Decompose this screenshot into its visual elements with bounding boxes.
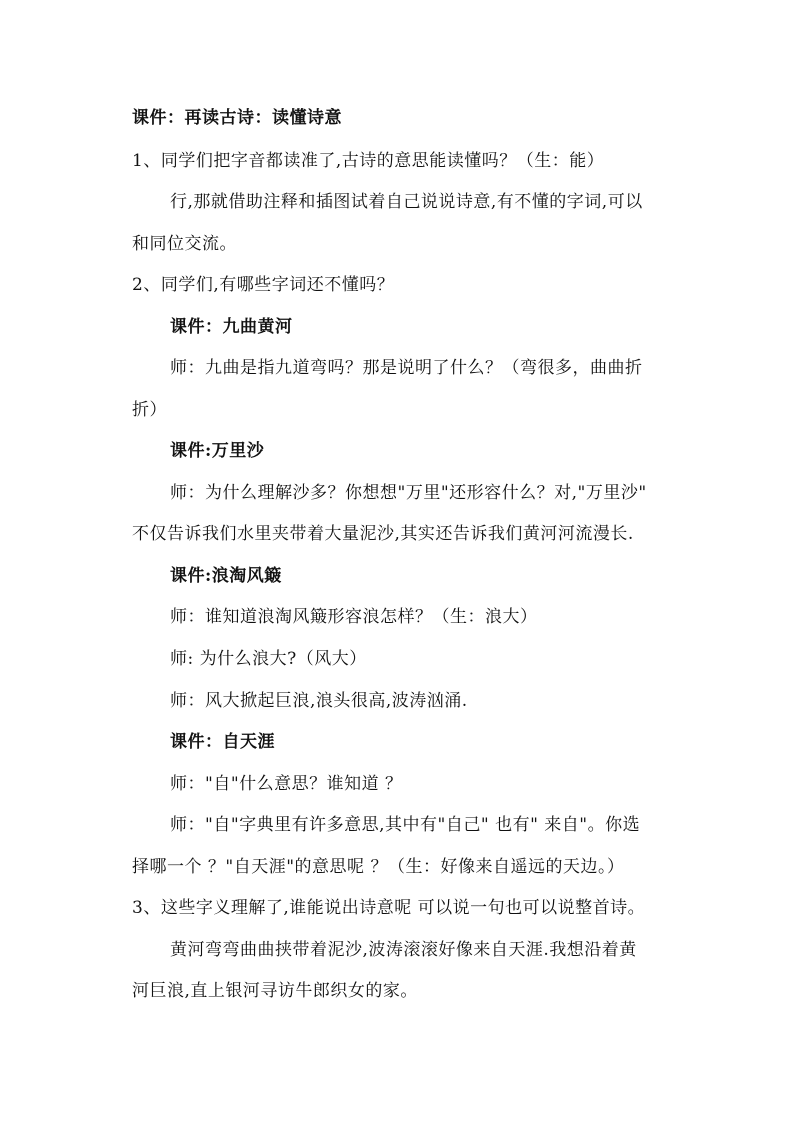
heading-jiuqu-huanghe: 课件：九曲黄河 (170, 317, 293, 337)
teacher-line-jiuqu-2: 折） (132, 400, 167, 420)
question-3: 3、这些字义理解了,谁能说出诗意呢 可以说一句也可以说整首诗。 (132, 898, 646, 918)
heading-zi-tianya: 课件：自天涯 (170, 732, 275, 752)
heading-wanlisha: 课件:万里沙 (170, 441, 265, 461)
teacher-question-langtao: 师：谁知道浪淘风簸形容浪怎样？（生：浪大） (170, 607, 538, 627)
question-1: 1、同学们把字音都读准了,古诗的意思能读懂吗？（生：能） (132, 151, 605, 171)
teacher-line-wanlisha-1: 师：为什么理解沙多？你想想"万里"还形容什么？对,"万里沙" (170, 483, 647, 503)
heading-langtao-fengbo: 课件:浪淘风簸 (170, 566, 282, 586)
heading-reread-poem: 课件：再读古诗：读懂诗意 (132, 108, 342, 128)
teacher-question-why-big-waves: 师: 为什么浪大?（风大） (170, 649, 367, 669)
poem-meaning-line-2: 河巨浪,直上银河寻访牛郎织女的家。 (132, 981, 418, 1001)
instruction-paragraph-line-1: 行,那就借助注释和插图试着自己说说诗意,有不懂的字词,可以 (170, 192, 643, 212)
poem-meaning-line-1: 黄河弯弯曲曲挟带着泥沙,波涛滚滚好像来自天涯.我想沿着黄 (170, 940, 637, 960)
teacher-explanation-waves: 师：风大掀起巨浪,浪头很高,波涛汹涌. (170, 691, 468, 711)
instruction-paragraph-line-2: 和同位交流。 (132, 234, 237, 254)
teacher-line-jiuqu-1: 师：九曲是指九道弯吗？那是说明了什么？（弯很多，曲曲折 (170, 358, 643, 378)
teacher-line-zi-2: 择哪一个 ？"自天涯"的意思呢 ？（生：好像来自遥远的天边。） (132, 857, 625, 877)
teacher-line-zi-1: 师："自"字典里有许多意思,其中有"自己" 也有" 来自"。你选 (170, 815, 641, 835)
teacher-line-wanlisha-2: 不仅告诉我们水里夹带着大量泥沙,其实还告诉我们黄河河流漫长. (132, 524, 634, 544)
question-2: 2、同学们,有哪些字词还不懂吗？ (132, 275, 395, 295)
teacher-question-zi: 师："自"什么意思？谁知道 ？ (170, 774, 403, 794)
